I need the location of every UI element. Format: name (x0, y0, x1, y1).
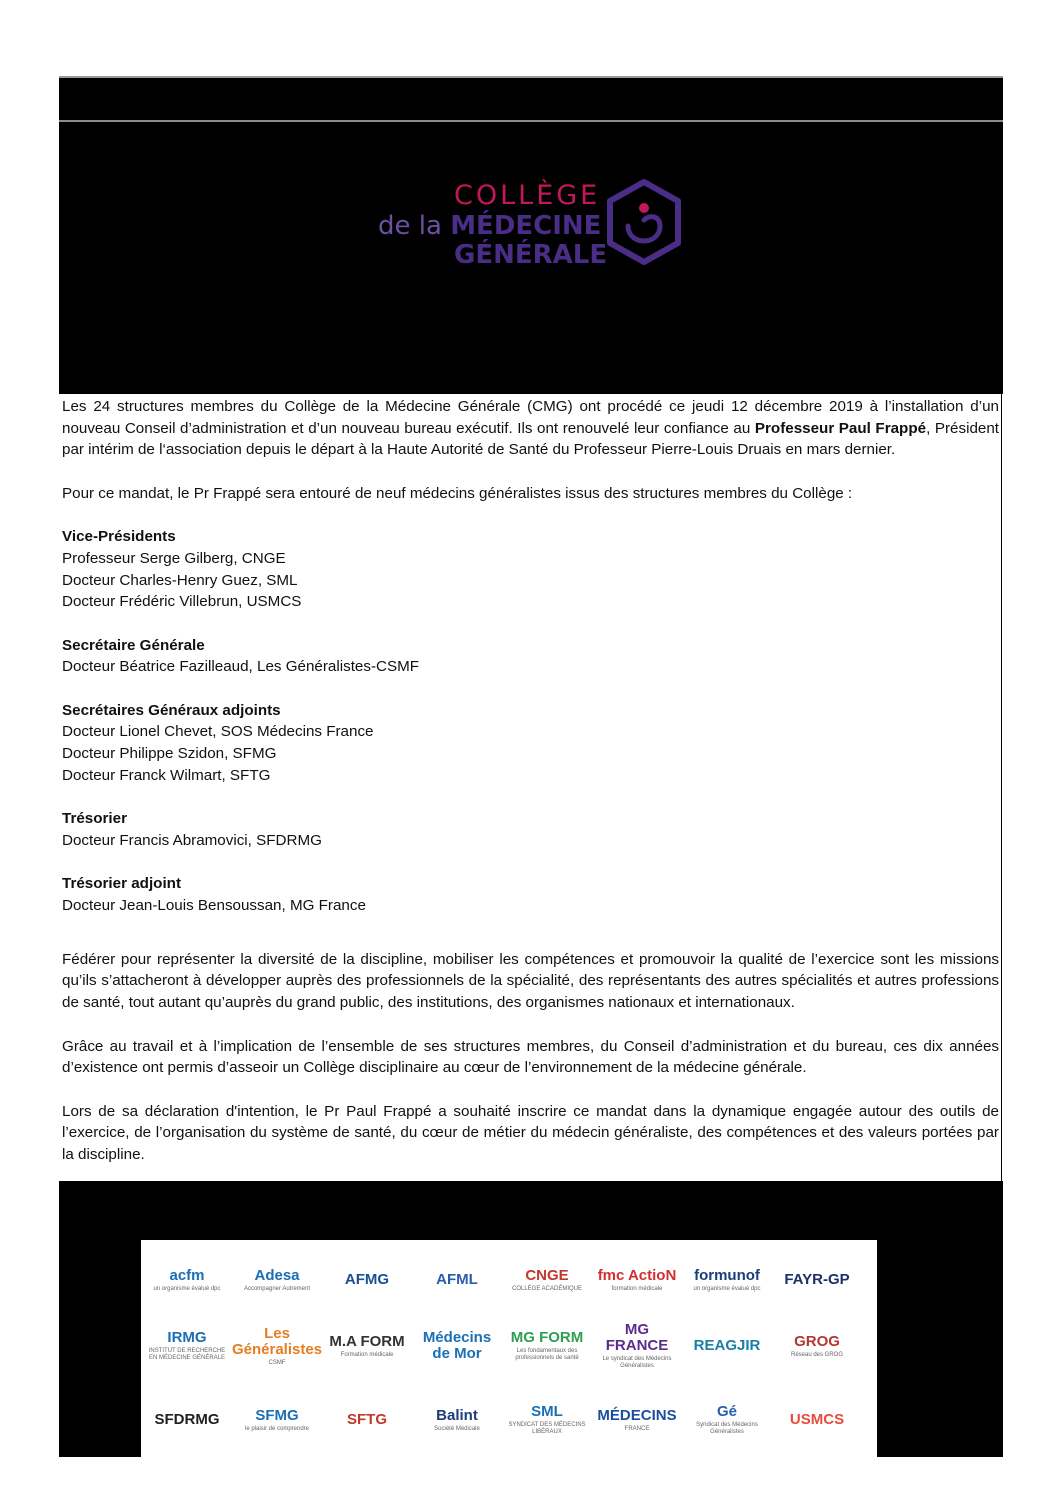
logo-text: USMCS (789, 1411, 845, 1428)
logo-cnge (505, 1250, 589, 1310)
role-block (62, 526, 999, 613)
logo-subtitle: Syndicat des Médecins Généralistes (696, 1422, 758, 1435)
logo-text: M.A FORM (329, 1332, 405, 1350)
logo-subtitle: COLLÈGE ACADÉMIQUE (511, 1285, 583, 1292)
logo-text: SFTG (347, 1411, 387, 1428)
logo-text: acfm (169, 1266, 205, 1284)
intro-paragraph (62, 396, 999, 461)
logo-subtitle: formation médicale (611, 1285, 663, 1292)
header-separator (59, 120, 1003, 122)
logo-text: SML (531, 1403, 563, 1420)
logo-sos-medecins (595, 1390, 679, 1450)
logo-fayr-gp (775, 1250, 859, 1310)
role-block (62, 873, 999, 916)
logo-line-1: COLLÈGE (454, 180, 601, 211)
role-person: Docteur Philippe Szidon, SFMG (62, 745, 277, 763)
logo-line-2 (378, 211, 601, 241)
press-release-body (62, 396, 999, 1187)
logo-irmg (145, 1316, 229, 1376)
logo-acfm (145, 1250, 229, 1310)
logo-text: REAGJIR (693, 1337, 761, 1354)
logo-text: MÉDECINS (597, 1406, 677, 1424)
logo-subtitle: un organisme évalué dpc (693, 1285, 761, 1292)
logo-text: AFMG (344, 1271, 390, 1288)
right-border (1001, 394, 1002, 1181)
logo-text: MG FORM (510, 1329, 584, 1346)
logo-maform (325, 1316, 409, 1376)
role-person: Docteur Jean-Louis Bensoussan, MG France (62, 897, 366, 915)
logo-balint (415, 1390, 499, 1450)
logo-text: FAYR-GP (784, 1271, 850, 1288)
role-block (62, 700, 999, 787)
logo-line-3: GÉNÉRALE (454, 240, 608, 270)
member-logos-panel (141, 1240, 877, 1457)
logo-subtitle: Réseau des GROG (790, 1351, 844, 1358)
role-person: Docteur Francis Abramovici, SFDRMG (62, 831, 322, 849)
logo-text: Adesa (254, 1266, 300, 1284)
logo-mg-france (595, 1316, 679, 1376)
logo-sfdrmg (145, 1390, 229, 1450)
logo-text: Médecins de Mor (422, 1329, 492, 1362)
logo-grog (775, 1316, 859, 1376)
logo-afmg (325, 1250, 409, 1310)
logo-subtitle: SYNDICAT DES MÉDECINS LIBÉRAUX (508, 1422, 586, 1435)
logo-subtitle: Société Médicale (434, 1425, 480, 1432)
role-block (62, 808, 999, 851)
logo-subtitle: Le syndicat des Médecins Généralistes (602, 1356, 672, 1369)
logo-subtitle: un organisme évalué dpc (153, 1285, 221, 1292)
cmg-hexagon-icon (606, 178, 682, 266)
logo-reagjir (685, 1316, 769, 1376)
logo-subtitle: CSMF (268, 1359, 286, 1366)
missions-paragraph: Fédérer pour représenter la diversité de la discipline, mobiliser les compétences et promouvoir la qualité de l’exercice sont les missions qu’ils s’attacheront à développer auprès des professionnels de la spécialité, des représentants des autres spécialités et autres professions de santé, tout autant qu’auprès du grand public, des institutions, des organismes nationaux et internationaux. (62, 950, 999, 1012)
intention-paragraph: Lors de sa déclaration d'intention, le Pr Paul Frappé a souhaité inscrire ce mandat dans la dynamique engagée autour des outils de l’exercice, de l’organisation du système de santé, du cœur de métier du médecin généraliste, des compétences et des valeurs portées par la discipline. (62, 1102, 999, 1164)
logo-text: GROG (794, 1332, 840, 1350)
logo-medecins-du-monde (415, 1316, 499, 1376)
logo-sfmg (235, 1390, 319, 1450)
logo-usmcs (775, 1390, 859, 1450)
role-person: Docteur Franck Wilmart, SFTG (62, 766, 271, 784)
logo-medecine: MÉDECINE (450, 211, 602, 241)
logo-text: Les Généralistes (231, 1324, 323, 1358)
logo-adesa (235, 1250, 319, 1310)
role-person: Professeur Serge Gilberg, CNGE (62, 549, 286, 567)
logo-les-generalistes (231, 1316, 323, 1376)
logo-text: Balint (436, 1406, 478, 1424)
role-title: Secrétaires Généraux adjoints (62, 701, 281, 719)
logo-fmc-action (595, 1250, 679, 1310)
role-person: Docteur Lionel Chevet, SOS Médecins France (62, 723, 374, 741)
role-title: Vice-Présidents (62, 528, 176, 546)
logo-subtitle: INSTITUT DE RECHERCHE EN MÉDECINE GÉNÉRALE (148, 1348, 226, 1361)
logo-sml (505, 1390, 589, 1450)
mandate-paragraph: Pour ce mandat, le Pr Frappé sera entouré de neuf médecins généralistes issus des structures membres du Collège : (62, 484, 853, 502)
logo-text: IRMG (167, 1329, 207, 1346)
logo-formunof (685, 1250, 769, 1310)
logo-prefix: de la (378, 211, 442, 241)
logo-text: CNGE (525, 1266, 569, 1284)
logo-mg-form (505, 1316, 589, 1376)
logo-sftg (325, 1390, 409, 1450)
role-person: Docteur Béatrice Fazilleaud, Les Généralistes-CSMF (62, 658, 420, 676)
history-paragraph: Grâce au travail et à l’implication de l’ensemble de ses structures membres, du Conseil d’administration et du bureau, ces dix années d’existence ont permis d’asseoir un Collège disciplinaire au cœur de l’environnement de la médecine générale. (62, 1037, 999, 1077)
role-person: Docteur Charles-Henry Guez, SML (62, 571, 298, 589)
logo-text: SFDRMG (154, 1411, 220, 1428)
intro-text-1: Les 24 structures membres du Collège de la Médecine Générale (CMG) ont procédé ce jeudi 12 décembre 2019 à l’installation d’un nouveau Conseil d’administration et d’un nouveau bureau exécutif. Ils ont renouvelé leur confiance au (62, 398, 999, 437)
logo-subtitle: Accompagner Autrement (243, 1285, 311, 1292)
logo-subtitle: Formation médicale (340, 1351, 394, 1358)
intro-president-name: Professeur Paul Frappé (754, 419, 927, 437)
logo-text: AFML (436, 1271, 478, 1288)
logo-subtitle: FRANCE (624, 1425, 650, 1432)
logo-afml (415, 1250, 499, 1310)
role-title: Trésorier adjoint (62, 875, 182, 893)
role-title: Secrétaire Générale (62, 636, 205, 654)
intro-text-2: , Président par intérim de l‘association depuis le départ à la Haute Autorité de Santé du Professeur Pierre-Louis Druais en mars dernier. (62, 419, 1000, 459)
role-block (62, 635, 999, 678)
logo-text: Gé (716, 1403, 737, 1420)
logo-subtitle: le plaisir de comprendre (244, 1425, 310, 1432)
logo-text: MG FRANCE (605, 1321, 669, 1354)
logo-text: SFMG (255, 1406, 299, 1424)
logo-jeunes-generalistes (685, 1390, 769, 1450)
logo-text: fmc ActioN (597, 1266, 677, 1284)
role-person: Docteur Frédéric Villebrun, USMCS (62, 593, 302, 611)
cmg-logo (378, 180, 688, 270)
logo-subtitle: Les fondamentaux des professionnels de santé (515, 1348, 579, 1361)
logo-text: formunof (694, 1266, 760, 1284)
role-title: Trésorier (62, 810, 128, 828)
